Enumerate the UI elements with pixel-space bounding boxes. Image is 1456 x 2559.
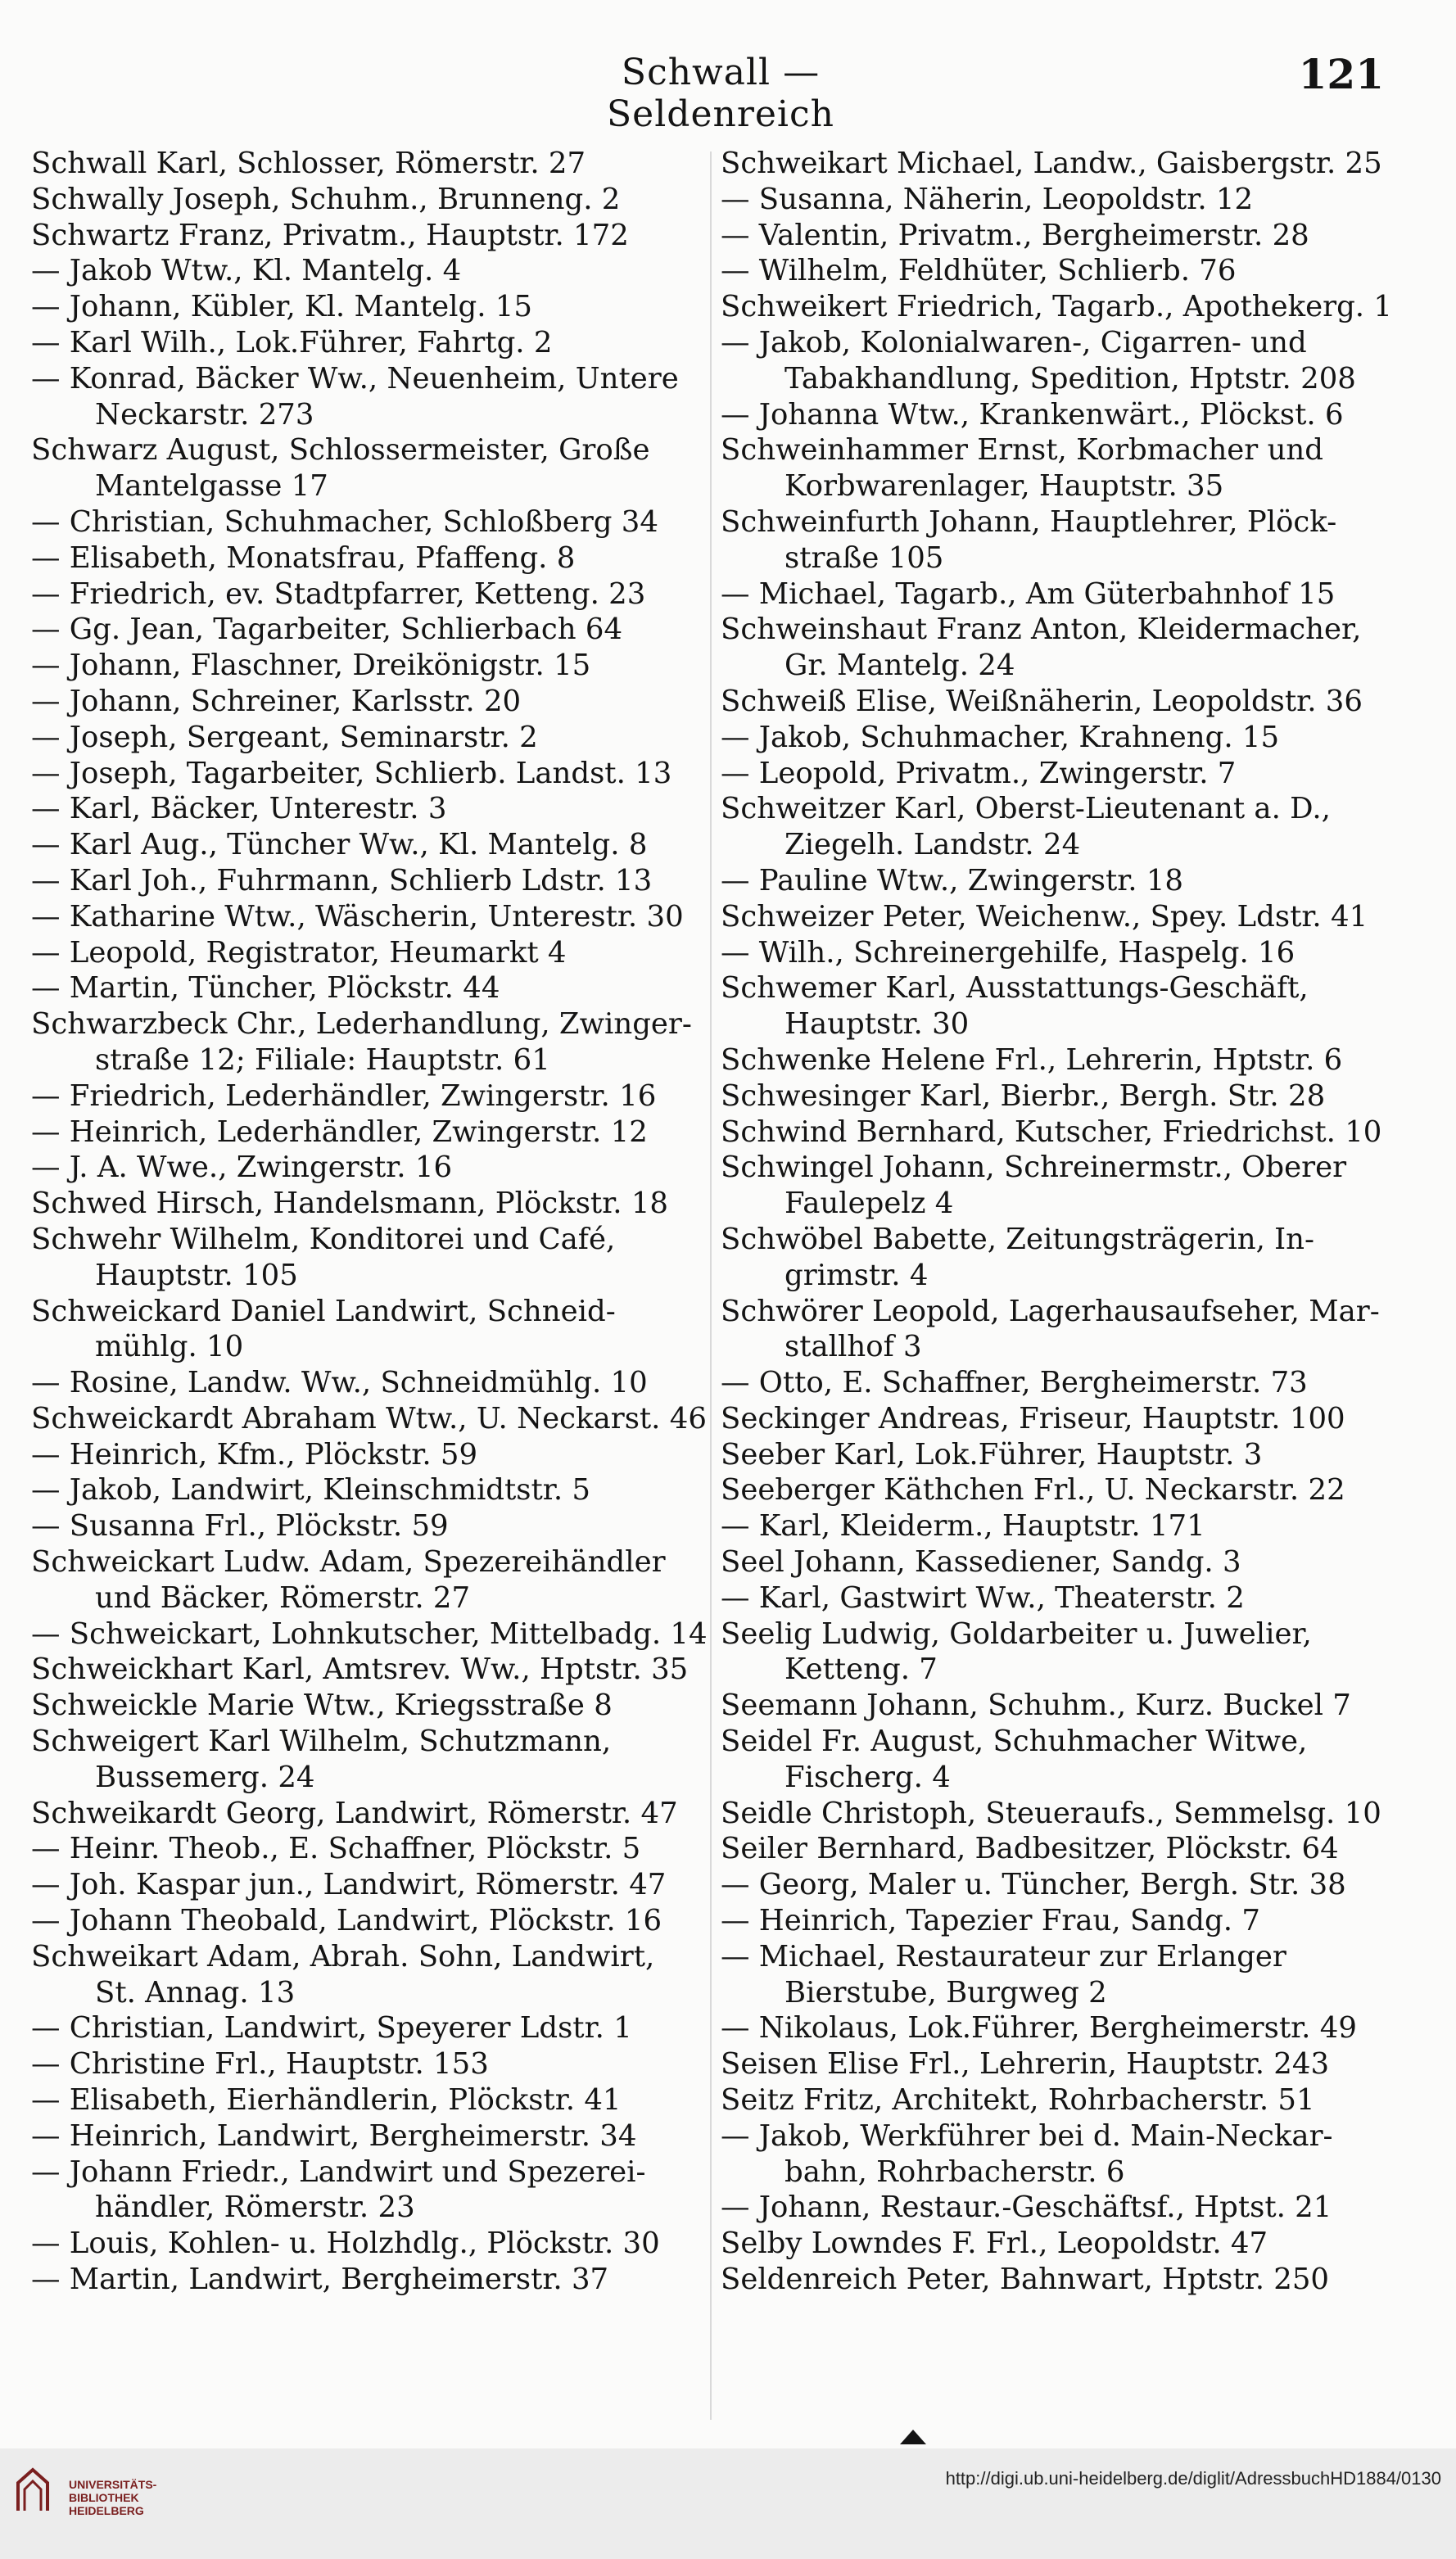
entry-continuation-line: Tabakhandlung, Spedition, Hptstr. 208 bbox=[785, 361, 1356, 396]
entry-continuation-line: Bierstube, Burgweg 2 bbox=[785, 1975, 1107, 2010]
directory-entry: — Rosine, Landw. Ww., Schneidmühlg. 10 bbox=[31, 1366, 648, 1400]
directory-entry: — Johann, Restaur.-Geschäftsf., Hptst. 21 bbox=[721, 2191, 1332, 2225]
directory-entry: — Katharine Wtw., Wäscherin, Unterestr. 30 bbox=[31, 899, 684, 934]
directory-entry: — Heinr. Theob., E. Schaffner, Plöckstr. 5 bbox=[31, 1832, 641, 1866]
entry-continuation-line: händler, Römerstr. 23 bbox=[95, 2191, 415, 2225]
directory-entry: — Christian, Schuhmacher, Schloßberg 34 bbox=[31, 504, 658, 539]
source-url-link[interactable]: http://digi.ub.uni-heidelberg.de/diglit/AdressbuchHD1884/0130 bbox=[945, 2468, 1441, 2489]
directory-entry: Schwartz Franz, Privatm., Hauptstr. 172 bbox=[31, 218, 629, 252]
directory-entry: Schweickard Daniel Landwirt, Schneid- bbox=[31, 1294, 616, 1328]
directory-entry: — Johann, Schreiner, Karlsstr. 20 bbox=[31, 684, 522, 718]
directory-entry: Seidle Christoph, Steueraufs., Semmelsg. 10 bbox=[721, 1796, 1381, 1830]
directory-entry: — Jakob, Werkführer bei d. Main-Neckar- bbox=[721, 2118, 1333, 2153]
directory-entry: Schwehr Wilhelm, Konditorei und Café, bbox=[31, 1222, 616, 1256]
directory-entry: Schweiß Elise, Weißnäherin, Leopoldstr. 36 bbox=[721, 684, 1363, 718]
directory-entry: Schwall Karl, Schlosser, Römerstr. 27 bbox=[31, 147, 586, 180]
logo-line: HEIDELBERG bbox=[69, 2504, 144, 2517]
directory-entry: — Christian, Landwirt, Speyerer Ldstr. 1 bbox=[31, 2011, 632, 2046]
directory-entry: Schwörer Leopold, Lagerhausaufseher, Mar- bbox=[721, 1294, 1380, 1328]
directory-entry: — Karl Wilh., Lok.Führer, Fahrtg. 2 bbox=[31, 325, 553, 359]
directory-entry: — Johann Friedr., Landwirt und Spezerei- bbox=[31, 2154, 646, 2189]
directory-entry: — Martin, Tüncher, Plöckstr. 44 bbox=[31, 971, 500, 1006]
directory-entry: Schweinshaut Franz Anton, Kleidermacher, bbox=[721, 613, 1362, 647]
entry-continuation-line: Mantelgasse 17 bbox=[95, 469, 328, 504]
directory-entry: — Leopold, Registrator, Heumarkt 4 bbox=[31, 935, 567, 970]
entry-continuation-line: und Bäcker, Römerstr. 27 bbox=[95, 1580, 471, 1615]
entry-continuation-line: Faulepelz 4 bbox=[785, 1187, 954, 1221]
page-number: 121 bbox=[1298, 50, 1384, 98]
directory-entry: Seelig Ludwig, Goldarbeiter u. Juwelier, bbox=[721, 1616, 1312, 1651]
directory-entry: — Heinrich, Landwirt, Bergheimerstr. 34 bbox=[31, 2118, 637, 2153]
directory-entry: Schweickhart Karl, Amtsrev. Ww., Hptstr. 35 bbox=[31, 1652, 689, 1687]
library-logo-icon bbox=[15, 2466, 51, 2514]
entry-continuation-line: Fischerg. 4 bbox=[785, 1760, 951, 1794]
directory-entry: — Karl, Gastwirt Ww., Theaterstr. 2 bbox=[721, 1580, 1245, 1615]
entry-continuation-line: Ziegelh. Landstr. 24 bbox=[785, 828, 1081, 862]
entry-continuation-line: straße 12; Filiale: Hauptstr. 61 bbox=[95, 1042, 550, 1077]
directory-entry: Schweikardt Georg, Landwirt, Römerstr. 47 bbox=[31, 1796, 678, 1830]
directory-entry: — Wilh., Schreinergehilfe, Haspelg. 16 bbox=[721, 935, 1295, 970]
entry-continuation-line: straße 105 bbox=[785, 540, 944, 575]
footer-bar bbox=[0, 2448, 1456, 2559]
directory-entry: — Joh. Kaspar jun., Landwirt, Römerstr. 47 bbox=[31, 1868, 667, 1902]
directory-entry: — Valentin, Privatm., Bergheimerstr. 28 bbox=[721, 218, 1309, 252]
directory-entry: — Susanna, Näherin, Leopoldstr. 12 bbox=[721, 182, 1254, 216]
directory-entry: — Jakob, Schuhmacher, Krahneng. 15 bbox=[721, 720, 1280, 754]
directory-entry: — Karl, Bäcker, Unterestr. 3 bbox=[31, 792, 447, 826]
entry-continuation-line: Korbwarenlager, Hauptstr. 35 bbox=[785, 469, 1224, 504]
right-column bbox=[721, 146, 1400, 2298]
directory-entry: Schweigert Karl Wilhelm, Schutzmann, bbox=[31, 1725, 612, 1759]
entry-continuation-line: grimstr. 4 bbox=[785, 1258, 929, 1292]
directory-entry: Schwingel Johann, Schreinermstr., Oberer bbox=[721, 1151, 1347, 1185]
page-header bbox=[0, 45, 1456, 135]
directory-entry: — Christine Frl., Hauptstr. 153 bbox=[31, 2047, 489, 2082]
running-head: Schwall — Seldenreich bbox=[607, 52, 834, 135]
directory-entry: Seemann Johann, Schuhm., Kurz. Buckel 7 bbox=[721, 1689, 1351, 1723]
entry-continuation-line: Bussemerg. 24 bbox=[95, 1760, 315, 1794]
logo-line: BIBLIOTHEK bbox=[69, 2491, 139, 2504]
directory-entry: — Nikolaus, Lok.Führer, Bergheimerstr. 49 bbox=[721, 2011, 1357, 2046]
directory-entry: — Jakob, Landwirt, Kleinschmidtstr. 5 bbox=[31, 1473, 591, 1508]
directory-entry: — Friedrich, ev. Stadtpfarrer, Ketteng. 23 bbox=[31, 576, 646, 611]
directory-entry: — Johann Theobald, Landwirt, Plöckstr. 16 bbox=[31, 1904, 662, 1938]
directory-entry: Seeber Karl, Lok.Führer, Hauptstr. 3 bbox=[721, 1437, 1263, 1472]
entry-continuation-line: Gr. Mantelg. 24 bbox=[785, 649, 1015, 683]
entry-continuation-line: Ketteng. 7 bbox=[785, 1652, 938, 1687]
directory-entry: Schweikart Michael, Landw., Gaisbergstr. 25 bbox=[721, 147, 1382, 180]
left-column bbox=[31, 146, 711, 2298]
directory-entry: — Wilhelm, Feldhüter, Schlierb. 76 bbox=[721, 254, 1237, 288]
directory-entry: — Elisabeth, Eierhändlerin, Plöckstr. 41 bbox=[31, 2083, 622, 2118]
entry-continuation-line: stallhof 3 bbox=[785, 1330, 922, 1364]
directory-entry: Schweickart Ludw. Adam, Spezereihändler bbox=[31, 1545, 666, 1580]
directory-entry: Seitz Fritz, Architekt, Rohrbacherstr. 51 bbox=[721, 2083, 1315, 2118]
entry-continuation-line: Neckarstr. 273 bbox=[95, 397, 314, 432]
directory-entry: — Friedrich, Lederhändler, Zwingerstr. 16 bbox=[31, 1078, 657, 1113]
directory-entry: Seckinger Andreas, Friseur, Hauptstr. 100 bbox=[721, 1401, 1345, 1435]
directory-entry: — Konrad, Bäcker Ww., Neuenheim, Untere bbox=[31, 361, 679, 396]
directory-entry: — Jakob Wtw., Kl. Mantelg. 4 bbox=[31, 254, 462, 288]
directory-entry: Selby Lowndes F. Frl., Leopoldstr. 47 bbox=[721, 2227, 1268, 2261]
entry-continuation-line: bahn, Rohrbacherstr. 6 bbox=[785, 2154, 1125, 2189]
directory-entry: Schweinhammer Ernst, Korbmacher und bbox=[721, 433, 1324, 468]
directory-entry: — Elisabeth, Monatsfrau, Pfaffeng. 8 bbox=[31, 540, 576, 575]
directory-entry: Schwarzbeck Chr., Lederhandlung, Zwinger- bbox=[31, 1007, 692, 1042]
directory-entry: — Michael, Restaurateur zur Erlanger bbox=[721, 1939, 1286, 1974]
directory-entry: Schwesinger Karl, Bierbr., Bergh. Str. 28 bbox=[721, 1078, 1326, 1113]
directory-entry: Schwally Joseph, Schuhm., Brunneng. 2 bbox=[31, 182, 621, 216]
entry-continuation-line: St. Annag. 13 bbox=[95, 1975, 296, 2010]
directory-entry: — Michael, Tagarb., Am Güterbahnhof 15 bbox=[721, 576, 1336, 611]
directory-entry: Seiler Bernhard, Badbesitzer, Plöckstr. 64 bbox=[721, 1832, 1339, 1866]
directory-entry: Schwenke Helene Frl., Lehrerin, Hptstr. 6 bbox=[721, 1042, 1343, 1077]
directory-entry: Schweickardt Abraham Wtw., U. Neckarst. 46 bbox=[31, 1401, 707, 1435]
directory-entry: Schweizer Peter, Weichenw., Spey. Ldstr. 41 bbox=[721, 899, 1368, 934]
directory-entry: — Karl Joh., Fuhrmann, Schlierb Ldstr. 13 bbox=[31, 863, 653, 897]
directory-entry: Schwemer Karl, Ausstattungs-Geschäft, bbox=[721, 971, 1309, 1006]
directory-entry: — Johann, Kübler, Kl. Mantelg. 15 bbox=[31, 290, 532, 324]
directory-entry: Schwind Bernhard, Kutscher, Friedrichst. 10 bbox=[721, 1114, 1382, 1149]
directory-entry: — Georg, Maler u. Tüncher, Bergh. Str. 38 bbox=[721, 1868, 1346, 1902]
entry-continuation-line: Hauptstr. 105 bbox=[95, 1258, 298, 1292]
column-divider bbox=[710, 151, 712, 2420]
directory-entry: — Heinrich, Kfm., Plöckstr. 59 bbox=[31, 1437, 478, 1472]
directory-entry: — Louis, Kohlen- u. Holzhdlg., Plöckstr. 30 bbox=[31, 2227, 660, 2261]
entry-continuation-line: Hauptstr. 30 bbox=[785, 1007, 970, 1042]
directory-entry: Schwed Hirsch, Handelsmann, Plöckstr. 18 bbox=[31, 1187, 669, 1221]
directory-entry: — Otto, E. Schaffner, Bergheimerstr. 73 bbox=[721, 1366, 1308, 1400]
directory-entry: — Susanna Frl., Plöckstr. 59 bbox=[31, 1509, 449, 1544]
directory-entry: — Pauline Wtw., Zwingerstr. 18 bbox=[721, 863, 1184, 897]
directory-entry: — Joseph, Tagarbeiter, Schlierb. Landst. 13 bbox=[31, 756, 672, 790]
directory-entry: Schweinfurth Johann, Hauptlehrer, Plöck- bbox=[721, 504, 1337, 539]
library-logo-text bbox=[69, 2478, 156, 2517]
directory-entry: — Gg. Jean, Tagarbeiter, Schlierbach 64 bbox=[31, 613, 623, 647]
directory-entry: — Johanna Wtw., Krankenwärt., Plöckst. 6 bbox=[721, 397, 1344, 432]
directory-entry: — Johann, Flaschner, Dreikönigstr. 15 bbox=[31, 649, 591, 683]
directory-entry: Schweikert Friedrich, Tagarb., Apothekerg. 1 bbox=[721, 290, 1392, 324]
directory-entry: Schweickle Marie Wtw., Kriegsstraße 8 bbox=[31, 1689, 613, 1723]
end-ornament-icon bbox=[897, 2428, 929, 2446]
directory-entry: — Jakob, Kolonialwaren-, Cigarren- und bbox=[721, 325, 1307, 359]
directory-entry: Seisen Elise Frl., Lehrerin, Hauptstr. 243 bbox=[721, 2047, 1330, 2082]
directory-entry: — Karl, Kleiderm., Hauptstr. 171 bbox=[721, 1509, 1205, 1544]
directory-entry: Schweikart Adam, Abrah. Sohn, Landwirt, bbox=[31, 1939, 655, 1974]
directory-entry: Schwarz August, Schlossermeister, Große bbox=[31, 433, 650, 468]
directory-entry: Seldenreich Peter, Bahnwart, Hptstr. 250 bbox=[721, 2263, 1330, 2297]
entry-continuation-line: mühlg. 10 bbox=[95, 1330, 244, 1364]
directory-entry: — Heinrich, Tapezier Frau, Sandg. 7 bbox=[721, 1904, 1260, 1938]
directory-entry: — Karl Aug., Tüncher Ww., Kl. Mantelg. 8 bbox=[31, 828, 648, 862]
logo-line: UNIVERSITÄTS- bbox=[69, 2478, 157, 2491]
directory-entry: Seidel Fr. August, Schuhmacher Witwe, bbox=[721, 1725, 1308, 1759]
directory-entry: — Schweickart, Lohnkutscher, Mittelbadg. 14 bbox=[31, 1616, 708, 1651]
directory-entry: Schweitzer Karl, Oberst-Lieutenant a. D., bbox=[721, 792, 1331, 826]
directory-entry: — Martin, Landwirt, Bergheimerstr. 37 bbox=[31, 2263, 609, 2297]
directory-entry: — J. A. Wwe., Zwingerstr. 16 bbox=[31, 1151, 453, 1185]
directory-entry: Seel Johann, Kassediener, Sandg. 3 bbox=[721, 1545, 1241, 1580]
directory-entry: Schwöbel Babette, Zeitungsträgerin, In- bbox=[721, 1222, 1315, 1256]
directory-entry: — Leopold, Privatm., Zwingerstr. 7 bbox=[721, 756, 1237, 790]
directory-entry: — Heinrich, Lederhändler, Zwingerstr. 12 bbox=[31, 1114, 648, 1149]
directory-entry: — Joseph, Sergeant, Seminarstr. 2 bbox=[31, 720, 538, 754]
directory-entry: Seeberger Käthchen Frl., U. Neckarstr. 22 bbox=[721, 1473, 1345, 1508]
